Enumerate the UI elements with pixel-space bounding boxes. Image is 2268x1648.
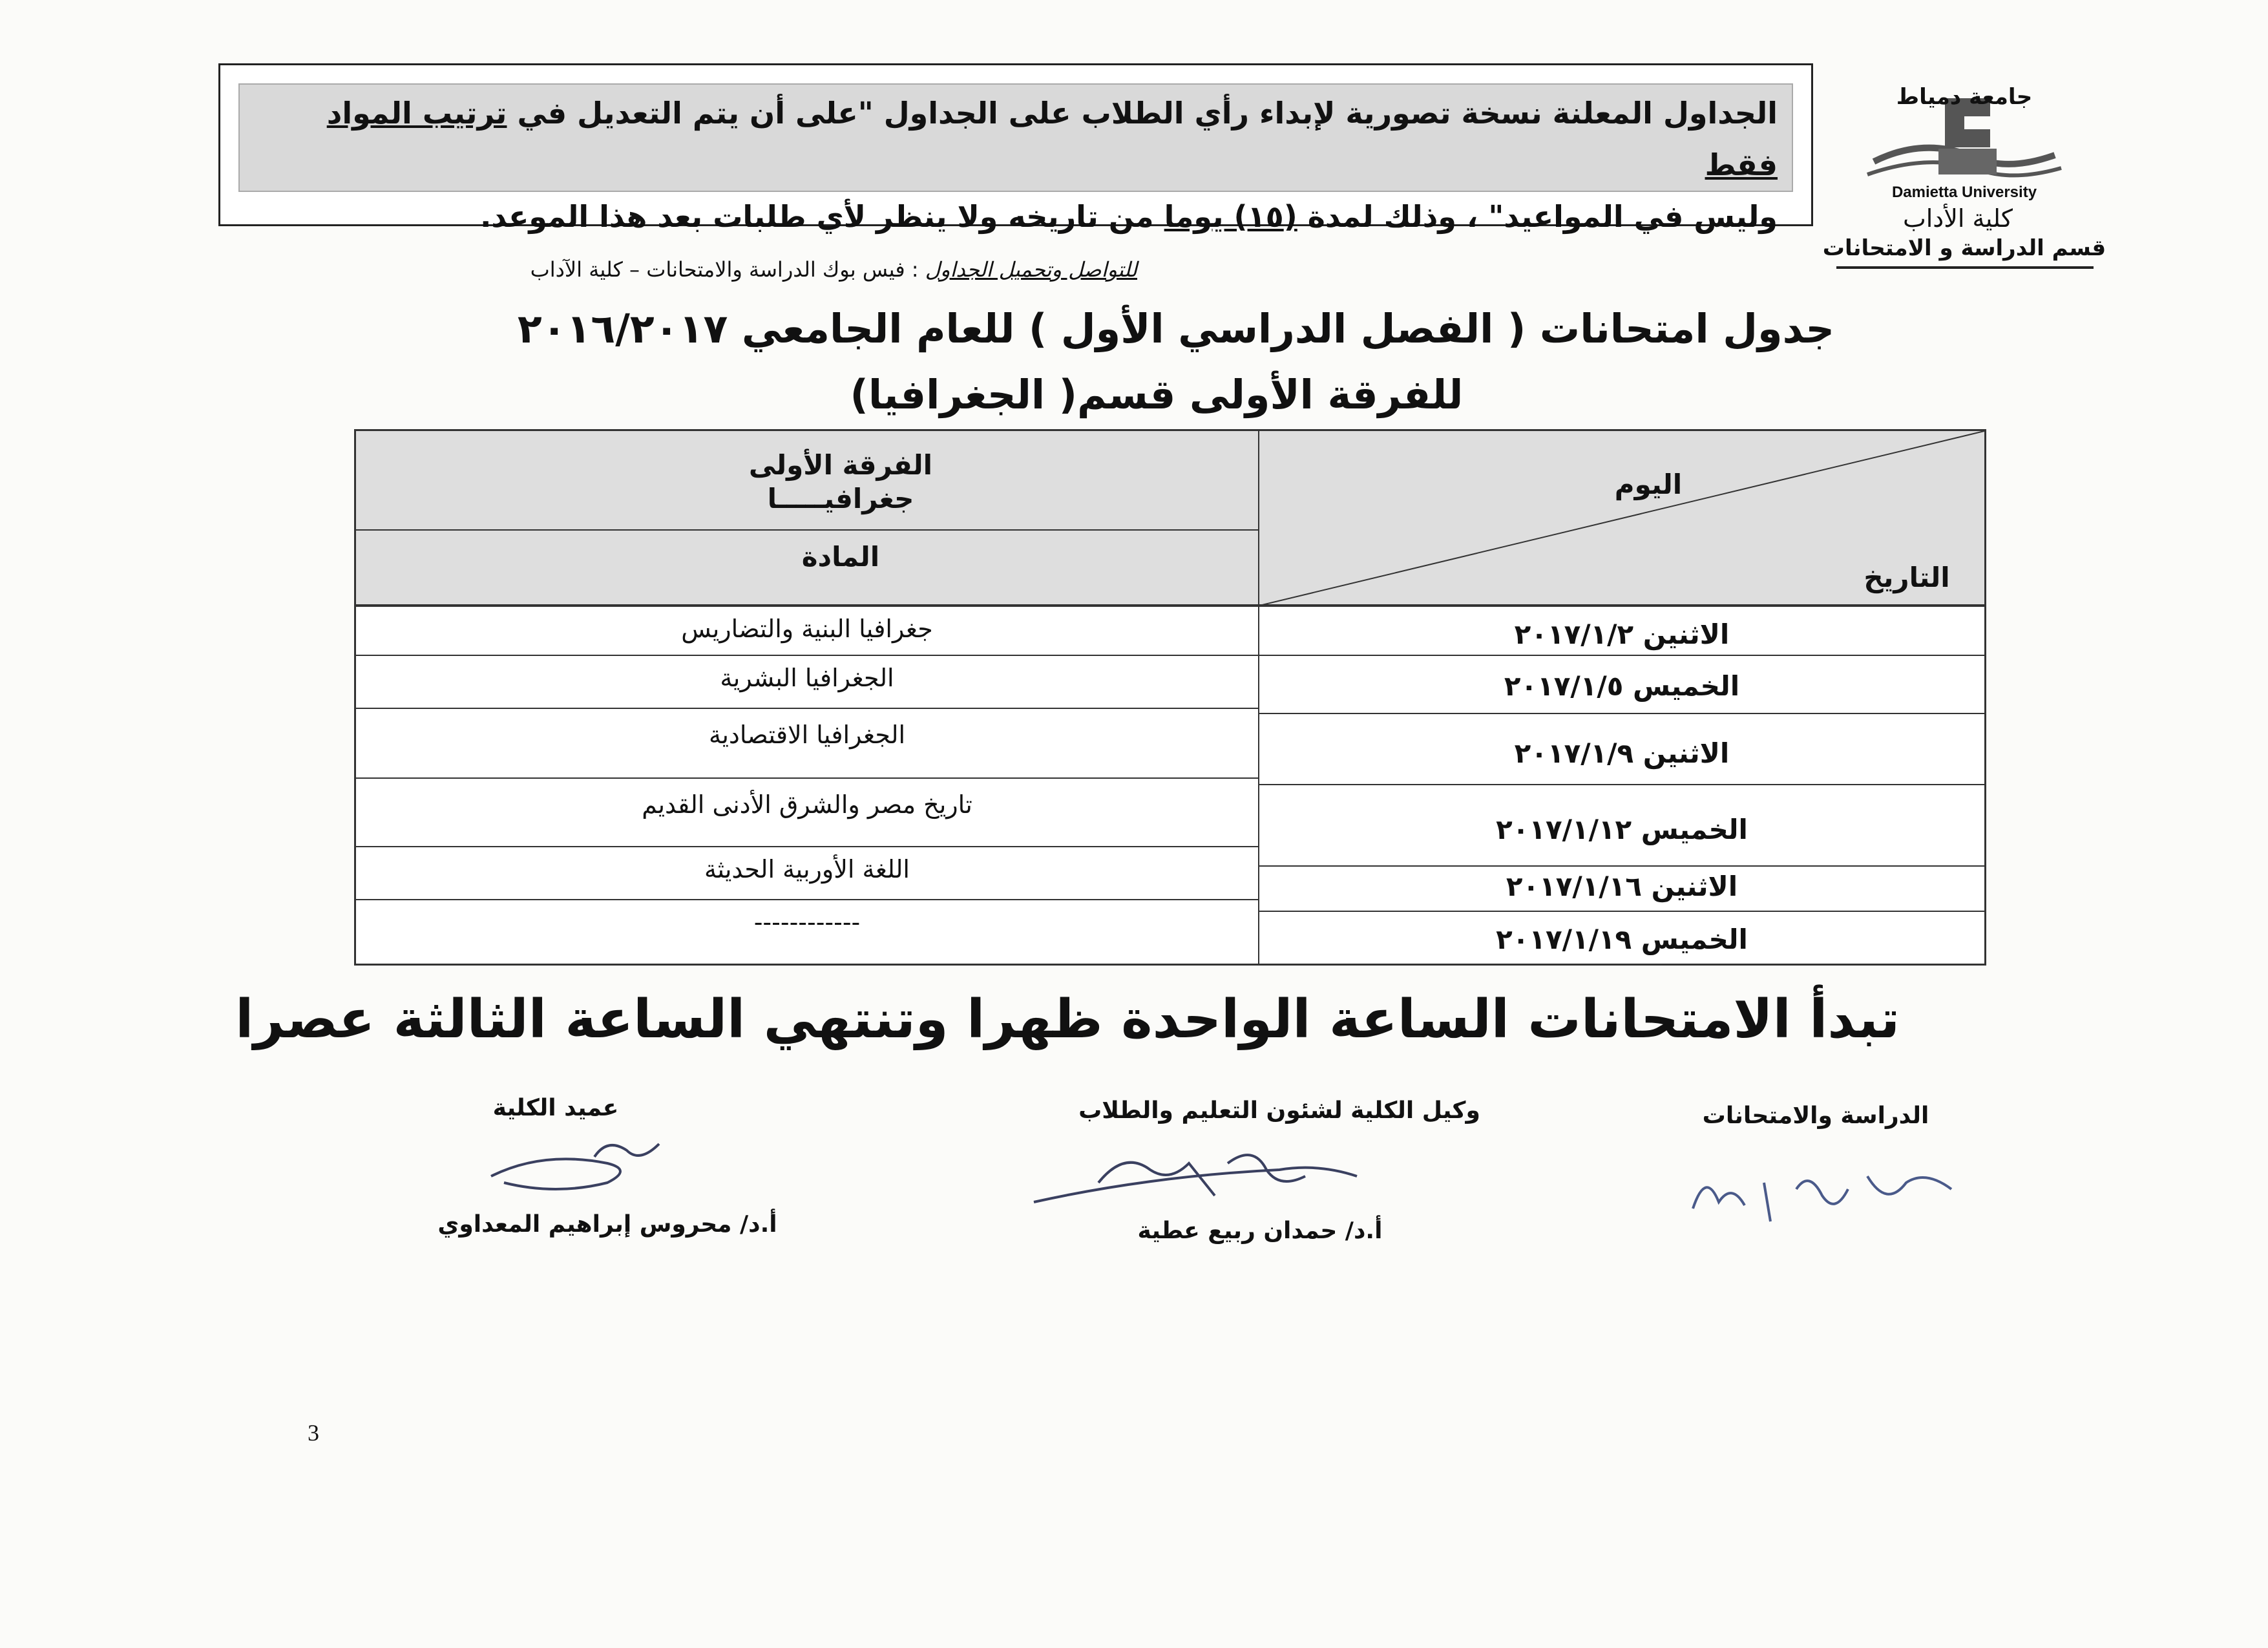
- row-3-date: الاثنين ٢٠١٧/١/٩: [1514, 737, 1730, 769]
- notice-line-2-a: وليس في المواعيد" ، وذلك لمدة: [1297, 199, 1778, 234]
- notice-line-1-only: فقط: [1705, 147, 1778, 182]
- signature-dean-name: أ.د/ محروس إبراهيم المعداوي: [437, 1211, 777, 1238]
- department-underline: [1836, 266, 2094, 269]
- row-5-date: الاثنين ٢٠١٧/١/١٦: [1506, 871, 1738, 902]
- row-line-date-3: [1259, 784, 1984, 785]
- row-1-date: الاثنين ٢٠١٧/١/٢: [1514, 618, 1730, 650]
- header-group-line-2: جغرافيـــــا: [767, 483, 914, 514]
- header-date: التاريخ: [1864, 562, 1950, 593]
- page-title: جدول امتحانات ( الفصل الدراسي الأول ) للعام الجامعي ٢٠١٦/٢٠١٧: [517, 305, 1835, 352]
- row-line-subject-2: [356, 708, 1258, 709]
- signature-exams-title: الدراسة والامتحانات: [1702, 1103, 1929, 1129]
- signature-dean-mark: [478, 1125, 685, 1209]
- header-day: اليوم: [1614, 469, 1683, 500]
- notice-line-1-underlined: ترتيب المواد: [326, 96, 507, 131]
- notice-box: [218, 63, 1813, 234]
- row-4-date: الخميس ٢٠١٧/١/١٢: [1496, 814, 1748, 845]
- logo-university-arabic: جامعة دمياط: [1896, 84, 2033, 110]
- row-3-subject: الجغرافيا الاقتصادية: [708, 721, 906, 749]
- contact-separator: :: [905, 257, 925, 282]
- row-6-subject: ------------: [753, 908, 861, 936]
- signature-dean-title: عميد الكلية: [492, 1095, 619, 1121]
- header-subject: المادة: [801, 541, 880, 573]
- notice-line-1-a: الجداول المعلنة نسخة تصورية لإبداء رأي الطلاب على الجداول "على أن يتم التعديل في: [507, 96, 1778, 131]
- header-group-line-1: الفرقة الأولى: [748, 449, 933, 481]
- notice-text: [238, 83, 1793, 234]
- exam-schedule-table: [354, 429, 1986, 966]
- contact-value: فيس بوك الدراسة والامتحانات – كلية الآداب: [530, 257, 905, 282]
- notice-line-2-underlined: (١٥) يوما: [1164, 199, 1297, 234]
- page-number: 3: [308, 1420, 319, 1446]
- row-line-date-1: [1259, 655, 1984, 656]
- row-5-subject: اللغة الأوربية الحديثة: [704, 855, 910, 883]
- row-line-subject-3: [356, 777, 1258, 779]
- row-4-subject: تاريخ مصر والشرق الأدنى القديم: [642, 790, 972, 819]
- row-line-subject-1: [356, 655, 1258, 656]
- row-line-subject-4: [356, 846, 1258, 847]
- row-line-subject-5: [356, 899, 1258, 900]
- exam-time-notice: تبدأ الامتحانات الساعة الواحدة ظهرا وتنتهي الساعة الثالثة عصرا: [235, 989, 1900, 1050]
- row-line-date-2: [1259, 713, 1984, 714]
- row-1-subject: جغرافيا البنية والتضاريس: [681, 615, 933, 643]
- faculty-name: كلية الأداب: [1902, 204, 2013, 233]
- row-2-subject: الجغرافيا البشرية: [720, 664, 894, 692]
- signature-vice-dean-name: أ.د/ حمدان ربيع عطية: [1137, 1218, 1383, 1244]
- row-6-date: الخميس ٢٠١٧/١/١٩: [1496, 924, 1748, 955]
- row-line-date-5: [1259, 911, 1984, 912]
- signature-vice-dean-title: وكيل الكلية لشئون التعليم والطلاب: [1078, 1097, 1480, 1124]
- notice-line-2: [254, 191, 1778, 242]
- notice-line-2-c: من تاريخه ولا ينظر لأي طلبات بعد هذا الموعد.: [479, 199, 1164, 234]
- header-bottom-line: [356, 604, 1984, 607]
- header-subdivider: [356, 529, 1258, 531]
- department-name: قسم الدراسة و الامتحانات: [1822, 235, 2106, 261]
- signature-exams-mark: [1680, 1144, 1977, 1241]
- row-line-date-4: [1259, 865, 1984, 867]
- page-subtitle: للفرقة الأولى قسم( الجغرافيا): [850, 371, 1464, 418]
- university-logo: [1848, 90, 2081, 259]
- row-2-date: الخميس ٢٠١٧/١/٥: [1504, 670, 1740, 702]
- notice-line-1: [254, 87, 1778, 191]
- logo-university-english: Damietta University: [1891, 184, 2037, 201]
- contact-line: [336, 257, 1137, 282]
- signature-vice-dean-mark: [1021, 1125, 1383, 1221]
- contact-label: للتواصل وتحميل الجداول: [925, 257, 1137, 282]
